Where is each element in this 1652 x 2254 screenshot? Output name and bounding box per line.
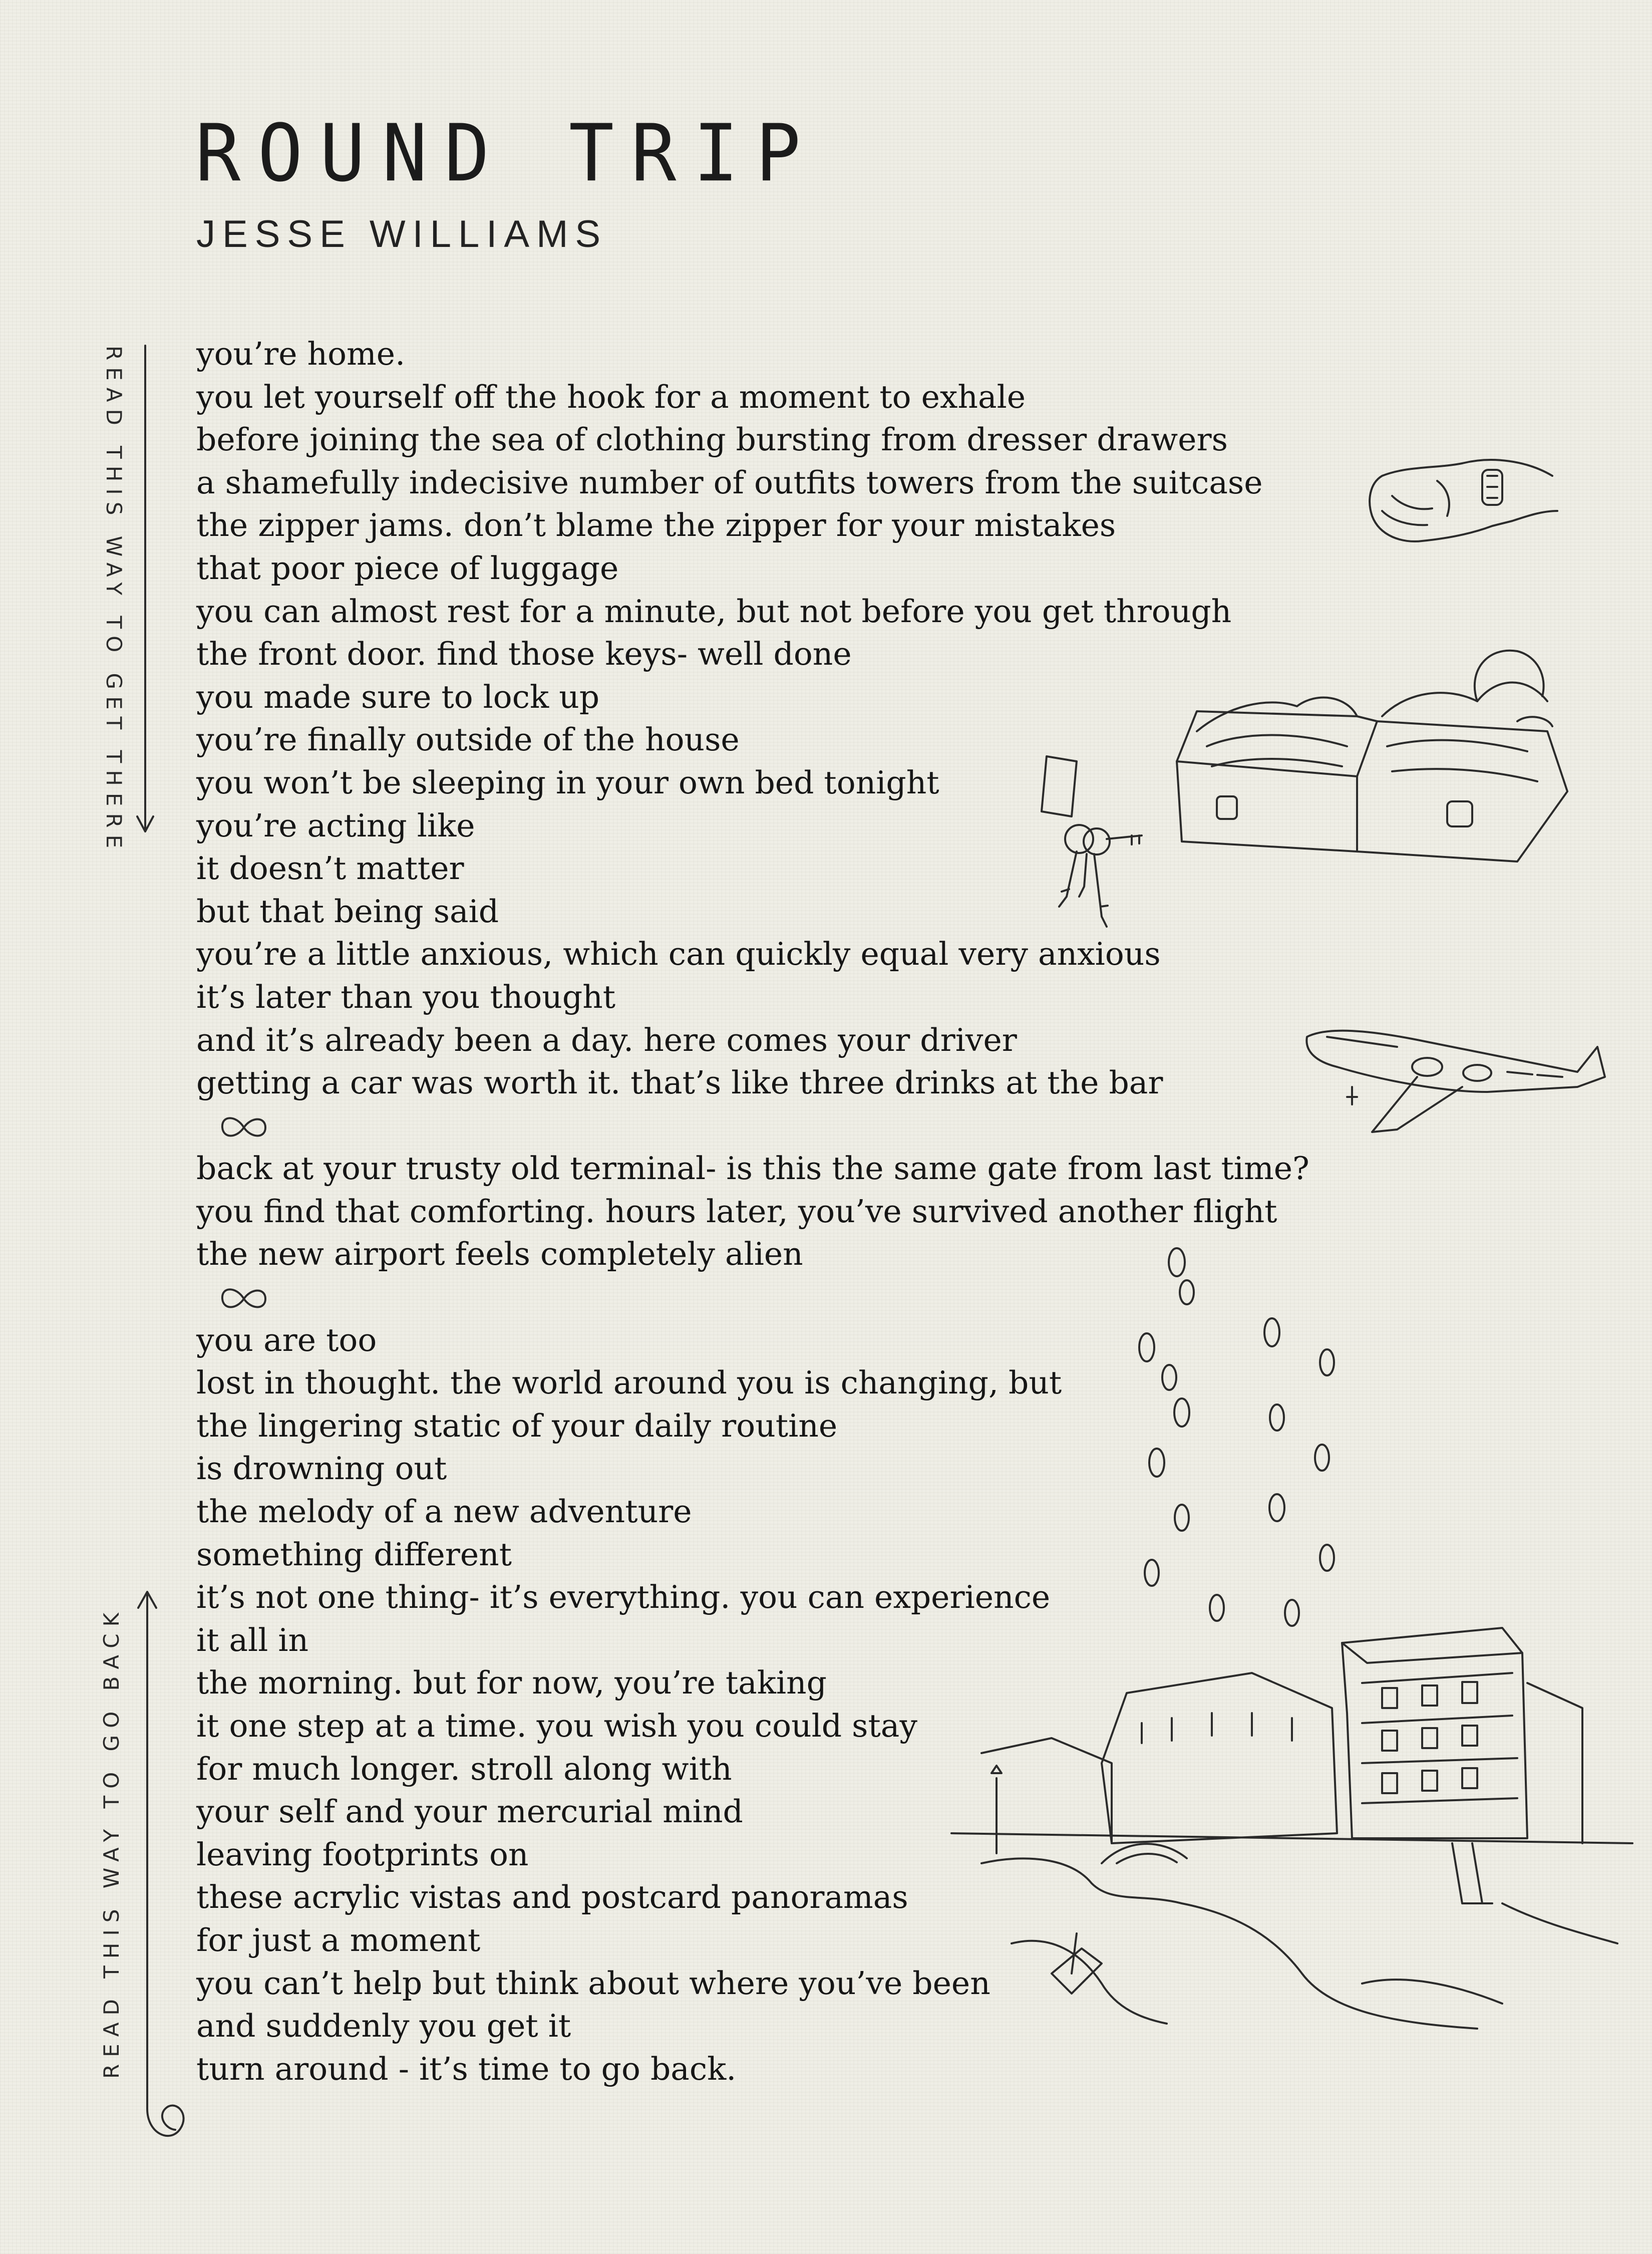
poem-line: back at your trusty old terminal- is this the same gate from last time? <box>196 1150 1309 1187</box>
poem-line: getting a car was worth it. that’s like three drinks at the bar <box>196 1064 1163 1101</box>
poem-line: you’re acting like <box>196 807 475 844</box>
poem-line: the zipper jams. don’t blame the zipper for your mistakes <box>196 507 1116 544</box>
poem-line: turn around - it’s time to go back. <box>196 2050 737 2087</box>
infinity-separator-icon <box>216 1107 271 1148</box>
poem-line: you’re a little anxious, which can quickly equal very anxious <box>196 936 1161 973</box>
poem-line: it’s later than you thought <box>196 978 616 1015</box>
poem-line: you won’t be sleeping in your own bed tonight <box>196 764 939 801</box>
poem-line: you’re finally outside of the house <box>196 721 740 758</box>
poem-line: the morning. but for now, you’re taking <box>196 1664 827 1702</box>
suitcase-icon <box>1167 631 1577 867</box>
poem-line: for much longer. stroll along with <box>196 1750 732 1787</box>
town-sketch-icon <box>951 1623 1632 2074</box>
poem-line: the front door. find those keys- well done <box>196 636 852 673</box>
poem-line: for just a moment <box>196 1921 481 1958</box>
poem-line: you are too <box>196 1321 377 1358</box>
poem-line: you can’t help but think about where you’ve been <box>196 1964 990 2002</box>
airplane-icon <box>1297 1017 1607 1137</box>
read-backward-label: READ THIS WAY TO GO BACK <box>99 1605 124 2079</box>
poem-line: something different <box>196 1536 512 1573</box>
read-forward-label: READ THIS WAY TO GET THERE <box>102 346 126 856</box>
poem-line: the lingering static of your daily routine <box>196 1407 838 1444</box>
poem-line: and it’s already been a day. here comes your driver <box>196 1021 1017 1058</box>
poem-line: you can almost rest for a minute, but not before you get through <box>196 593 1232 630</box>
hand-watch-icon <box>1362 441 1562 551</box>
arrow-down-icon <box>135 346 165 836</box>
poem-line: it one step at a time. you wish you could stay <box>196 1708 917 1744</box>
poem-line: the melody of a new adventure <box>196 1493 692 1530</box>
poem-line: you find that comforting. hours later, you’ve survived another flight <box>196 1193 1277 1230</box>
poem-line: your self and your mercurial mind <box>196 1793 743 1830</box>
poem-line: it doesn’t matter <box>196 850 464 887</box>
stanza-separator <box>196 1104 1309 1148</box>
poem-title: ROUND TRIP <box>195 108 818 200</box>
poem-line: and suddenly you get it <box>196 2008 571 2045</box>
poem-line: a shamefully indecisive number of outfits towers from the suitcase <box>196 464 1263 501</box>
poem-line: you’re home. <box>196 336 406 372</box>
infinity-separator-icon <box>216 1279 271 1319</box>
poem-line: it all in <box>196 1621 309 1658</box>
poem-line: the new airport feels completely alien <box>196 1236 803 1273</box>
poem-line: leaving footprints on <box>196 1836 529 1873</box>
poem-line: that poor piece of luggage <box>196 549 619 587</box>
poem-line: is drowning out <box>196 1450 447 1487</box>
poem-line: before joining the sea of clothing bursting from dresser drawers <box>196 421 1228 458</box>
poem-line: lost in thought. the world around you is changing, but <box>196 1364 1062 1401</box>
poem-line: it’s not one thing- it’s everything. you can experience <box>196 1579 1051 1616</box>
poem-line: you made sure to lock up <box>196 678 600 715</box>
keys-icon <box>1032 746 1162 932</box>
arrow-up-icon <box>135 1588 195 2149</box>
poem-line: you let yourself off the hook for a moment to exhale <box>196 378 1026 415</box>
author-name: JESSE WILLIAMS <box>196 213 608 255</box>
footprints-icon <box>1127 1247 1377 1648</box>
poem-line: these acrylic vistas and postcard panoramas <box>196 1879 908 1916</box>
poem-line: but that being said <box>196 893 499 930</box>
